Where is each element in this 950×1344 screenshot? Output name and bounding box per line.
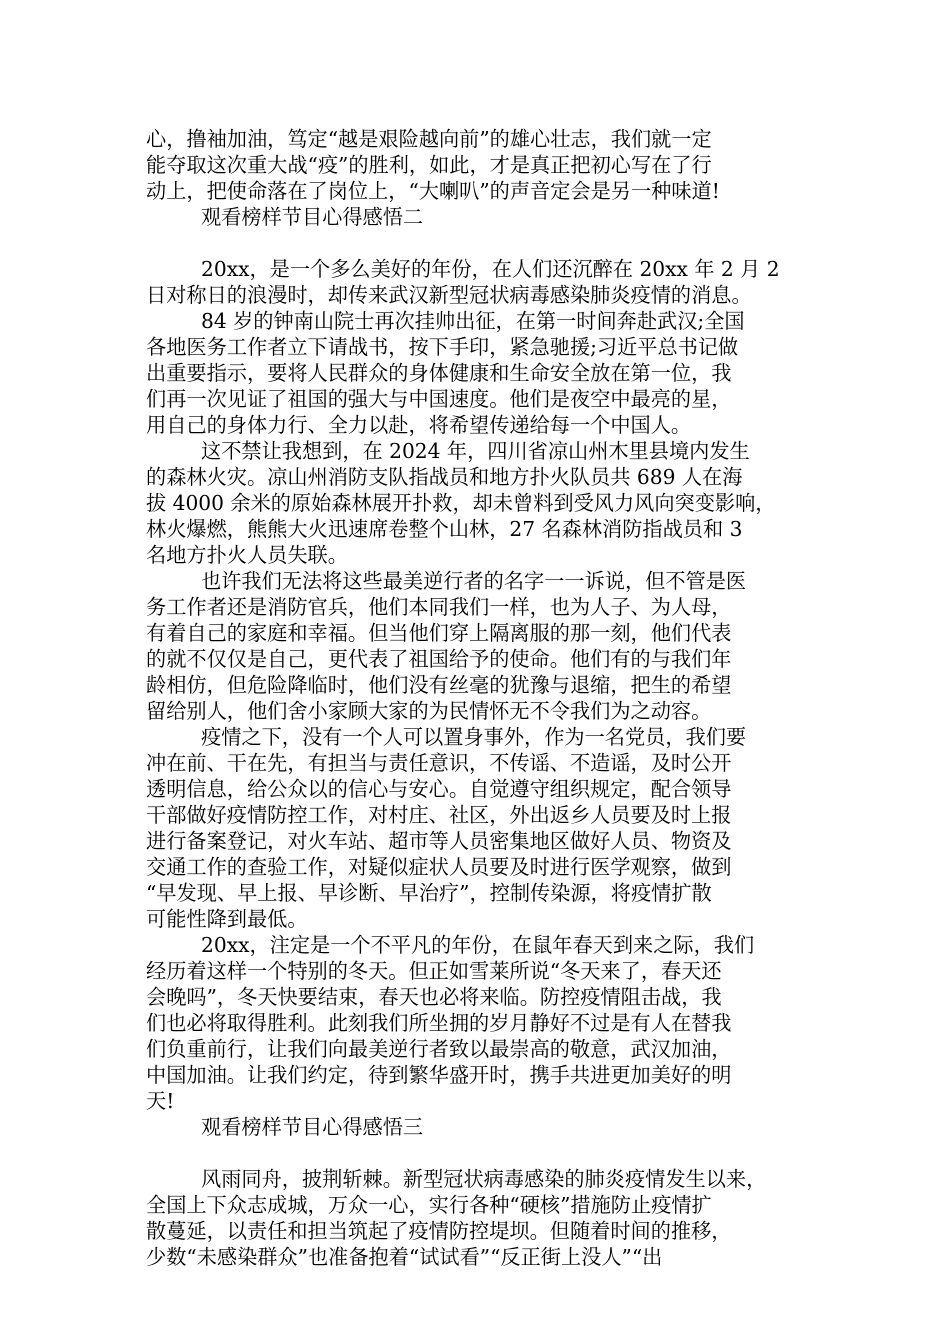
text-line: 用自己的身体力行、全力以赴，将希望传递给每一个中国人。 [146,413,692,437]
text-line: 少数“未感染群众”也准备抱着“试试看”“反正街上没人”“出 [146,1245,663,1269]
text-line: 林火爆燃，熊熊大火迅速席卷整个山林，27 名森林消防指战员和 3 [146,517,743,541]
text-line: 中国加油。让我们约定，待到繁华盛开时，携手共进更加美好的明 [146,1063,732,1087]
text-line: 日对称日的浪漫时，却传来武汉新型冠状病毒感染肺炎疫情的消息。 [146,283,752,307]
text-line: 龄相仿，但危险降临时，他们没有丝毫的犹豫与退缩，把生的希望 [146,673,732,697]
text-line: 的森林火灾。凉山州消防支队指战员和地方扑火队员共 689 人在海 [146,465,743,489]
text-line: 动上，把使命落在了岗位上，“大喇叭”的声音定会是另一种味道! [146,179,720,203]
text-line: 各地医务工作者立下请战书，按下手印，紧急驰援;习近平总书记做 [146,335,739,359]
text-line: 散蔓延，以责任和担当筑起了疫情防控堤坝。但随着时间的推移， [146,1219,732,1243]
section-heading: 观看榜样节目心得感悟二 [201,205,424,229]
text-line: 透明信息，给公众以的信心与安心。自觉遵守组织规定，配合领导 [146,777,732,801]
text-line: 出重要指示，要将人民群众的身体健康和生命安全放在第一位，我 [146,361,732,385]
text-line: 拔 4000 余米的原始森林展开扑救，却未曾料到受风力风向突变影响， [146,491,776,515]
text-line: 心，撸袖加油，笃定“越是艰险越向前”的雄心壮志，我们就一定 [146,127,712,151]
text-line: 风雨同舟，披荆斩棘。新型冠状病毒感染的肺炎疫情发生以来， [201,1167,767,1191]
text-line: 84 岁的钟南山院士再次挂帅出征，在第一时间奔赴武汉;全国 [201,309,745,333]
text-line: 20xx，是一个多么美好的年份，在人们还沉醉在 20xx 年 2 月 2 [201,257,780,281]
text-line: 疫情之下，没有一个人可以置身事外，作为一名党员，我们要 [201,725,747,749]
text-line: 交通工作的查验工作，对疑似症状人员要及时进行医学观察，做到 [146,855,732,879]
text-line: 们也必将取得胜利。此刻我们所坐拥的岁月静好不过是有人在替我 [146,1011,732,1035]
section-heading: 观看榜样节目心得感悟三 [201,1115,424,1139]
text-line: 经历着这样一个特别的冬天。但正如雪莱所说“冬天来了，春天还 [146,959,722,983]
text-line: 全国上下众志成城，万众一心，实行各种“硬核”措施防止疫情扩 [146,1193,712,1217]
text-line: 这不禁让我想到，在 2024 年，四川省凉山州木里县境内发生 [201,439,750,463]
text-line: 会晚吗”，冬天快要结束，春天也必将来临。防控疫情阻击战，我 [146,985,722,1009]
text-line: 可能性降到最低。 [146,907,308,931]
text-line: 冲在前、干在先，有担当与责任意识，不传谣、不造谣，及时公开 [146,751,732,775]
text-line: 进行备案登记，对火车站、超市等人员密集地区做好人员、物资及 [146,829,732,853]
text-line: 20xx，注定是一个不平凡的年份，在鼠年春天到来之际，我们 [201,933,755,957]
text-line: “早发现、早上报、早诊断、早治疗”，控制传染源，将疫情扩散 [146,881,712,905]
text-line: 务工作者还是消防官兵，他们本同我们一样，也为人子、为人母， [146,595,732,619]
text-line: 能夺取这次重大战“疫”的胜利，如此，才是真正把初心写在了行 [146,153,712,177]
text-line: 的就不仅仅是自己，更代表了祖国给予的使命。他们有的与我们年 [146,647,732,671]
text-line: 有着自己的家庭和幸福。但当他们穿上隔离服的那一刻，他们代表 [146,621,732,645]
text-line: 干部做好疫情防控工作，对村庄、社区，外出返乡人员要及时上报 [146,803,732,827]
text-line: 也许我们无法将这些最美逆行者的名字一一诉说，但不管是医 [201,569,747,593]
text-line: 名地方扑火人员失联。 [146,543,348,567]
text-line: 们负重前行，让我们向最美逆行者致以最崇高的敬意，武汉加油， [146,1037,732,1061]
text-line: 们再一次见证了祖国的强大与中国速度。他们是夜空中最亮的星， [146,387,732,411]
text-line: 留给别人，他们舍小家顾大家的为民情怀无不令我们为之动容。 [146,699,712,723]
text-line: 天! [146,1089,175,1113]
